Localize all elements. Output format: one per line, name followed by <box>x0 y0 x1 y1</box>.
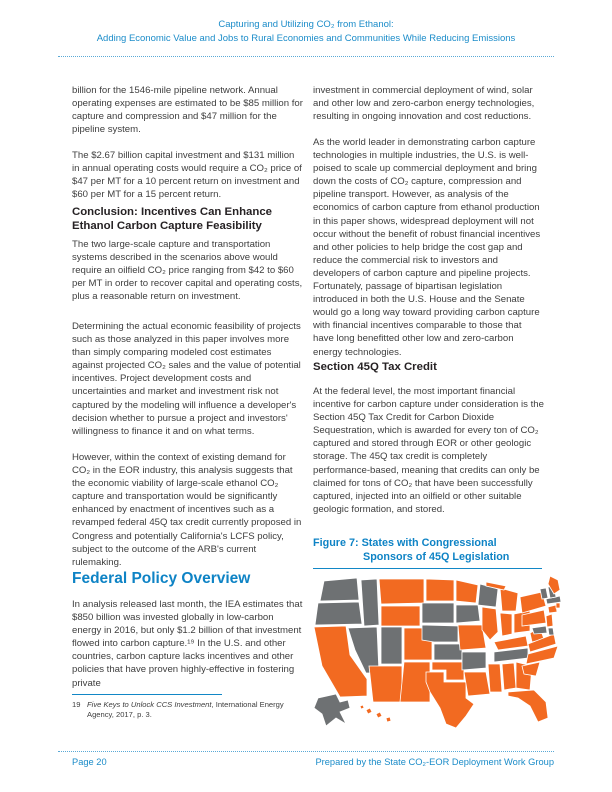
map-state-ND <box>426 579 454 601</box>
header-title-line2: Adding Economic Value and Jobs to Rural Economies and Communities While Reducing Emissions <box>96 33 516 44</box>
page-number: Page 20 <box>72 757 107 767</box>
figure-divider <box>313 568 542 569</box>
header-divider <box>58 56 554 57</box>
map-state-HI <box>366 708 372 714</box>
footnote-divider <box>72 694 222 695</box>
map-state-AL <box>502 663 516 690</box>
footer-credit: Prepared by the State CO₂-EOR Deployment Work Group <box>315 757 554 767</box>
footnote <box>72 700 303 719</box>
footnote-number: 19 <box>72 700 81 709</box>
map-state-MT <box>379 579 424 604</box>
map-state-MD <box>532 626 547 634</box>
map-state-MI <box>500 588 518 611</box>
map-state-DE <box>548 628 554 635</box>
map-state-RI <box>556 603 560 608</box>
map-state-MN <box>456 580 478 603</box>
section-heading-conclusion: Conclusion: Incentives Can Enhance Ethanol Carbon Capture Feasibility <box>72 206 273 232</box>
us-map-svg <box>310 576 562 748</box>
paragraph: In analysis released last month, the IEA estimates that $850 billion was invested globally in low-carbon energy in 2016, but only $1.2 billion of that investment flowed into carbon capture.¹⁹ In the U.S. and other countries, carbon capture lacks incentives and other policies that have proven highly-effective in fostering private <box>72 599 303 689</box>
map-state-SD <box>422 603 454 623</box>
paragraph: At the federal level, the most important financial incentive for carbon capture under consideration is the Section 45Q Tax Credit for Carbon Dioxide Sequestration, which is awarded for every ton of CO₂ captured and stored through EOR or other geologic storage. The 45Q tax credit is completely performance-based, meaning that credits can only be claimed for tons of CO₂ that have been successfully captured, injected into an oilfield or other suitable geologic formation, and stored. <box>313 386 544 515</box>
map-state-NE <box>422 625 458 642</box>
paragraph: billion for the 1546-mile pipeline network. Annual operating expenses are estimated to be $85 million for capture and compression and $47 million for the pipeline system. <box>72 85 303 136</box>
map-state-KS <box>434 644 462 660</box>
map-state-AR <box>462 652 486 670</box>
section-heading-45q: Section 45Q Tax Credit <box>313 361 437 373</box>
paragraph: However, within the context of existing demand for CO₂ in the EOR industry, this analysis suggests that the economic viability of large-scale ethanol CO₂ capture and transportation would be significantly enhanced by enactment of incentives such as a revamped federal 45Q tax credit currently proposed in Congress and potentially California's LCFS policy, subject to the outcome of the ARB's current rulemaking. <box>72 452 302 568</box>
map-state-OR <box>315 602 362 625</box>
map-state-WA <box>320 578 359 601</box>
footnote-text <box>87 700 303 719</box>
paragraph: Determining the actual economic feasibility of projects such as those analyzed in this paper involves more than simply comparing modeled cost estimates against projected CO₂ sales and the value of potential incentives. Project development costs and uncertainties and market and investment risk not captured by the modeling will influence a developer's decision whether to pursue a project and investors' willingness to finance it and on what terms. <box>72 321 301 437</box>
map-state-HI <box>376 712 382 718</box>
document-header <box>36 18 576 46</box>
footnote-citation-rest: , International Energy Agency, 2017, p. 3. <box>87 700 284 719</box>
paragraph: The $2.67 billion capital investment and $131 million in annual operating costs would require a CO₂ price of $47 per MT for a 10 percent return on investment and $60 per MT for a 15 percent return. <box>72 150 302 201</box>
map-state-LA <box>464 672 490 696</box>
map-state-NM <box>400 662 430 702</box>
figure-caption <box>313 537 544 564</box>
map-state-UT <box>381 627 402 664</box>
map-state-ID <box>361 579 379 626</box>
paragraph: The two large-scale capture and transportation systems described in the scenarios above would require an oilfield CO₂ price ranging from $42 to $60 per MT in order to recover capital and operating costs, plus a reasonable return on investment. <box>72 239 303 303</box>
map-state-FL <box>508 690 548 722</box>
figure-caption-line1: Figure 7: States with Congressional <box>313 537 497 549</box>
footnote-citation-title: Five Keys to Unlock CCS Investment <box>87 700 212 709</box>
us-states-map <box>310 576 562 748</box>
footer-divider <box>58 751 554 752</box>
map-state-AZ <box>369 666 402 702</box>
paragraph: investment in commercial deployment of wind, solar and other low and zero-carbon energy technologies, resulting in ongoing innovation and cost reductions. <box>313 85 535 123</box>
map-state-MS <box>488 664 502 692</box>
map-state-AK <box>314 694 350 726</box>
map-state-IA <box>456 605 480 623</box>
map-state-HI <box>360 705 364 709</box>
map-state-NJ <box>546 614 553 627</box>
map-state-KY <box>494 636 528 650</box>
map-state-IN <box>500 613 512 636</box>
map-state-IL <box>482 607 498 640</box>
map-state-WY <box>381 606 420 626</box>
paragraph: As the world leader in demonstrating carbon capture technologies in multiple industries, the U.S. is well-poised to scale up commercial deployment and bring down the costs of CO₂ capture, compression and pipeline transport. However, as analysis of the economics of carbon capture from ethanol production in this paper shows, widespread deployment will not occur without the benefit of robust financial incentives and other policies to help bridge the cost gap and reduce the commercial risk to investors and developers of carbon capture and pipeline projects. Fortunately, passage of bipartisan legislation introduced in both the U.S. House and the Senate would go a long way toward providing carbon capture with financial incentives comparable to those that have long benefitted other low and zero-carbon energy technologies. <box>313 137 541 358</box>
section-heading-federal-policy: Federal Policy Overview <box>72 570 251 587</box>
header-title-line1: Capturing and Utilizing CO₂ from Ethanol: <box>218 19 394 30</box>
map-state-HI <box>386 717 391 722</box>
figure-caption-line2: Sponsors of 45Q Legislation <box>363 550 510 563</box>
